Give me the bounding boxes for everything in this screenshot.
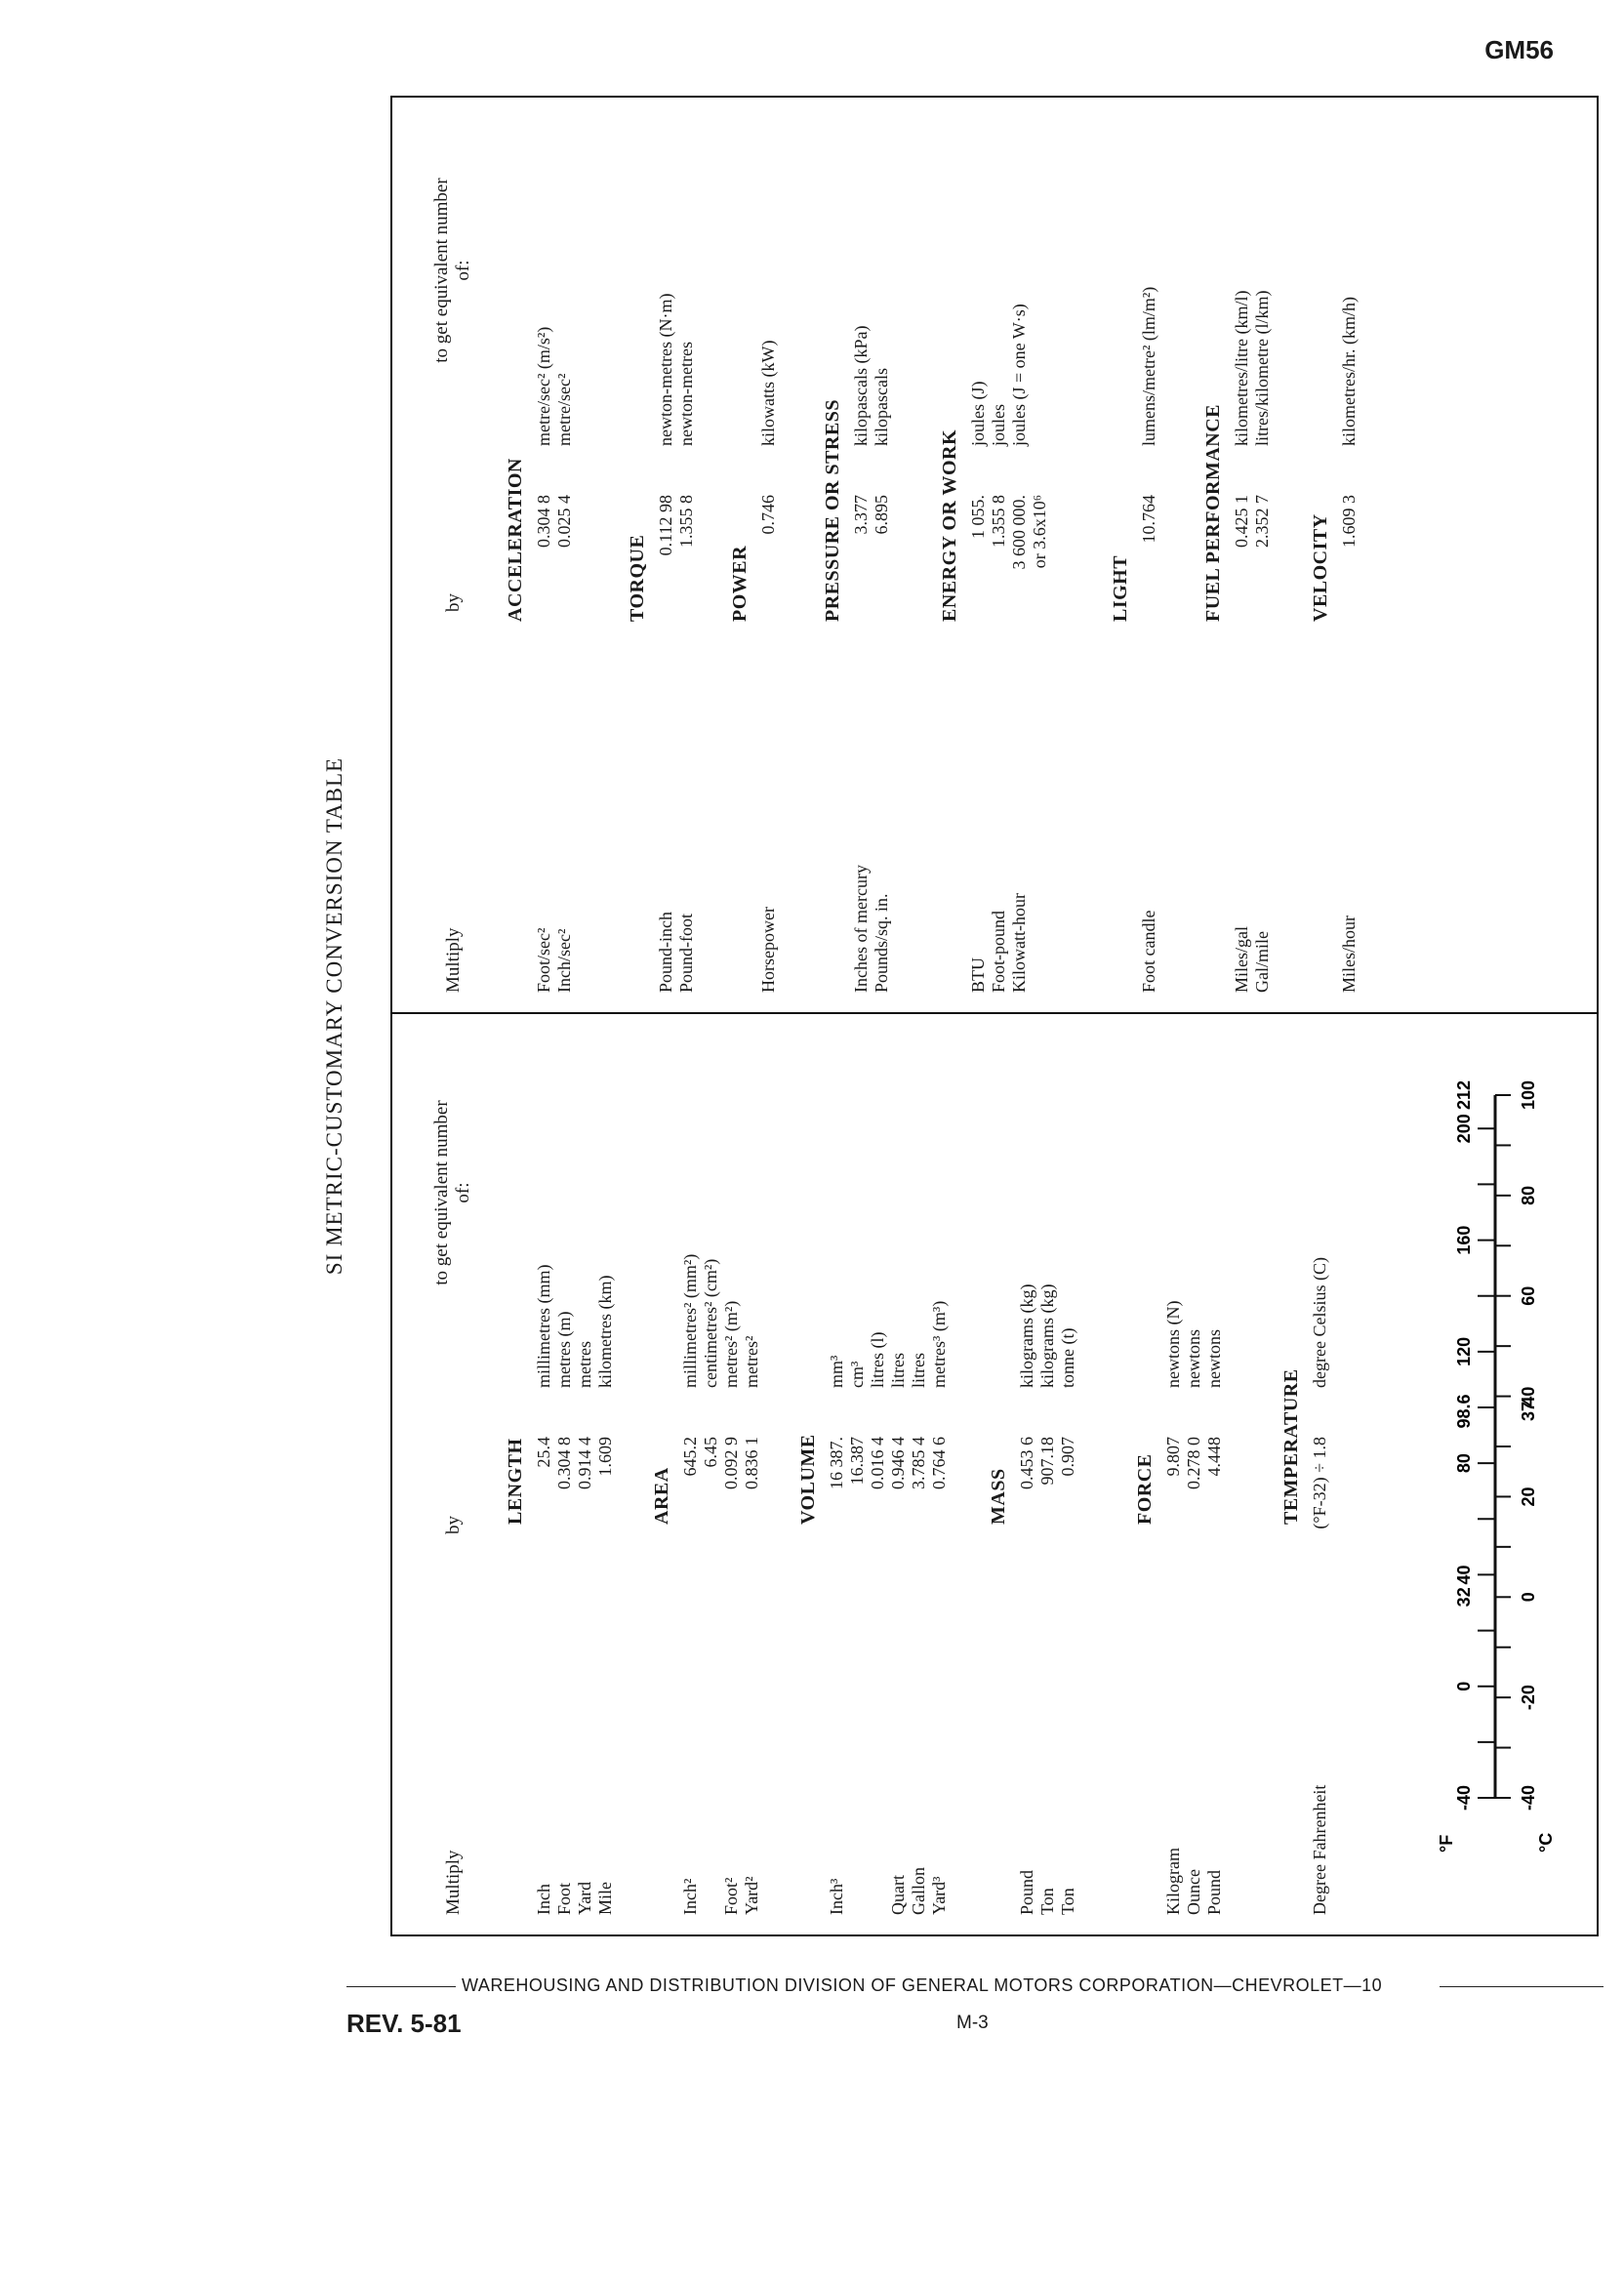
table-row [554, 1016, 575, 1934]
unit-from: Pound-inch [656, 912, 675, 993]
factor: 0.425 1 [1232, 495, 1251, 548]
table-row [676, 94, 697, 1012]
c-unit-label: °C [1536, 1832, 1556, 1852]
factor: 0.946 4 [888, 1437, 908, 1489]
right-half [392, 94, 1597, 1012]
unit-to: metre/sec² [554, 373, 574, 446]
factor: 3.785 4 [909, 1437, 928, 1489]
table-row [575, 1016, 595, 1934]
f-label: 32 [1454, 1587, 1474, 1608]
table-row [1232, 94, 1252, 1012]
unit-to: cm³ [847, 1361, 867, 1388]
unit-from: Inch³ [827, 1878, 846, 1915]
c-label: 80 [1519, 1185, 1538, 1205]
header-equivalent: to get equivalent number of: [431, 178, 473, 363]
f-unit-label: °F [1437, 1834, 1456, 1852]
table-row [1204, 1016, 1225, 1934]
unit-from: BTU [968, 957, 988, 993]
factor: 16 387. [827, 1437, 846, 1489]
table-row [1009, 94, 1030, 1012]
table-row [656, 94, 676, 1012]
header-equivalent: to get equivalent number of: [431, 1100, 473, 1285]
table-row [1030, 94, 1050, 1012]
unit-from: Inches of mercury [851, 865, 871, 993]
unit-to: litres (l) [868, 1331, 887, 1388]
unit-to: kilopascals (kPa) [851, 325, 871, 446]
unit-from: Kilowatt-hour [1009, 893, 1029, 993]
table-row [534, 1016, 554, 1934]
unit-to: kilograms (kg) [1017, 1283, 1036, 1388]
factor: 0.025 4 [554, 495, 574, 548]
table-row [1252, 94, 1273, 1012]
factor: 3.377 [851, 495, 871, 535]
table-row [1339, 94, 1360, 1012]
unit-to: metre/sec² (m/s²) [534, 326, 553, 446]
factor: 0.746 [758, 495, 778, 535]
section-title-acceleration: ACCELERATION [505, 458, 526, 622]
footer-text: WAREHOUSING AND DISTRIBUTION DIVISION OF GENERAL MOTORS CORPORATION—CHEVROLET—10 [462, 1975, 1383, 1995]
factor: 0.907 [1058, 1437, 1077, 1477]
unit-from: Gal/mile [1252, 931, 1272, 993]
section-title-length: LENGTH [505, 1438, 526, 1525]
factor: 0.914 4 [575, 1437, 594, 1489]
table-row [989, 94, 1009, 1012]
unit-from: Pounds/sq. in. [872, 893, 891, 993]
f-label: 120 [1454, 1336, 1474, 1366]
table-row [827, 1016, 847, 1934]
unit-from: Miles/hour [1339, 916, 1359, 993]
unit-to: tonne (t) [1058, 1327, 1077, 1388]
unit-to: kilograms (kg) [1037, 1283, 1057, 1388]
f-label: 212 [1454, 1079, 1474, 1111]
table-row [1058, 1016, 1078, 1934]
unit-to: newton-metres [676, 342, 696, 446]
unit-from: Foot² [721, 1877, 741, 1915]
conversion-table-frame [322, 96, 1599, 1936]
page-number: M-3 [956, 2013, 989, 2033]
factor: 0.836 1 [742, 1437, 761, 1489]
table-row [909, 1016, 929, 1934]
unit-to: kilopascals [872, 368, 891, 446]
unit-from: Miles/gal [1232, 926, 1251, 993]
factor: 1 055. [968, 495, 988, 539]
factor: 6.45 [701, 1437, 720, 1468]
factor: 6.895 [872, 495, 891, 535]
header-multiply: Multiply [443, 1850, 464, 1915]
rotated-table [322, 96, 1599, 1936]
column-divider [392, 1012, 1597, 1014]
factor: 9.807 [1163, 1437, 1183, 1477]
c-label: -40 [1519, 1784, 1538, 1812]
section-title-volume: VOLUME [797, 1434, 819, 1525]
unit-to: litres [888, 1353, 908, 1388]
f-label: -40 [1454, 1784, 1474, 1812]
c-label: -20 [1519, 1685, 1538, 1711]
temperature-scale [1388, 1066, 1583, 1866]
f-label: 0 [1454, 1681, 1474, 1691]
unit-from: Ton [1037, 1888, 1057, 1915]
unit-to: centimetres² (cm²) [701, 1258, 720, 1388]
revision-label: REV. 5-81 [346, 2009, 462, 2038]
c-label: 0 [1519, 1592, 1538, 1603]
table-row [1310, 1016, 1330, 1934]
section-title-force: FORCE [1134, 1453, 1156, 1525]
factor: 2.352 7 [1252, 495, 1272, 548]
section-title-torque: TORQUE [627, 534, 648, 622]
factor: 0.453 6 [1017, 1437, 1036, 1489]
table-row [872, 94, 892, 1012]
table-row [929, 1016, 950, 1934]
unit-from: Inch/sec² [554, 928, 574, 993]
table-row [758, 94, 779, 1012]
factor: 0.278 0 [1184, 1437, 1203, 1489]
unit-from: Foot/sec² [534, 927, 553, 993]
unit-from: Mile [595, 1882, 615, 1915]
section-title-energy: ENERGY OR WORK [939, 428, 960, 622]
factor: (°F-32) ÷ 1.8 [1310, 1437, 1329, 1529]
unit-from: Yard³ [929, 1876, 949, 1915]
factor: 1.355 8 [676, 495, 696, 548]
unit-to: metres [575, 1341, 594, 1388]
unit-from: Pound [1204, 1869, 1224, 1915]
unit-from: Horsepower [758, 907, 778, 993]
table-row [680, 1016, 701, 1934]
section-title-temperature: TEMPERATURE [1280, 1368, 1302, 1525]
header-by: by [443, 593, 464, 612]
unit-from: Inch² [680, 1878, 700, 1915]
unit-to: litres [909, 1353, 928, 1388]
table-row [1184, 1016, 1204, 1934]
factor: 0.112 98 [656, 495, 675, 556]
section-title-area: AREA [651, 1467, 672, 1525]
unit-to: metres² (m²) [721, 1300, 741, 1388]
unit-to: joules (J) [968, 381, 988, 446]
table-row [847, 1016, 868, 1934]
factor: 0.092 9 [721, 1437, 741, 1489]
c-label: 37 [1519, 1401, 1538, 1422]
table-row [595, 1016, 616, 1934]
table-row [888, 1016, 909, 1934]
factor: 907.18 [1037, 1437, 1057, 1486]
section-title-power: POWER [729, 545, 751, 622]
table-row [1017, 1016, 1037, 1934]
unit-to: metres (m) [554, 1311, 574, 1388]
unit-to: kilometres/hr. (km/h) [1339, 297, 1359, 446]
factor: 25.4 [534, 1437, 553, 1468]
table-row [1139, 94, 1159, 1012]
section-title-light: LIGHT [1110, 554, 1131, 622]
unit-from: Foot candle [1139, 910, 1158, 993]
factor: or 3.6x10⁶ [1030, 495, 1049, 569]
factor: 1.609 [595, 1437, 615, 1477]
table-row [554, 94, 575, 1012]
unit-from: Yard² [742, 1876, 761, 1915]
section-title-pressure: PRESSURE OR STRESS [822, 399, 843, 622]
conversion-table [390, 96, 1599, 1936]
unit-from: Kilogram [1163, 1848, 1183, 1915]
table-row [968, 94, 989, 1012]
f-label: 200 [1454, 1114, 1474, 1144]
unit-to: kilometres (km) [595, 1275, 615, 1388]
unit-to: kilometres/litre (km/l) [1232, 290, 1251, 446]
factor: 1.355 8 [989, 495, 1008, 548]
unit-to: metres² [742, 1335, 761, 1388]
unit-to: millimetres (mm) [534, 1264, 553, 1388]
f-label: 40 [1454, 1565, 1474, 1585]
table-row [1163, 1016, 1184, 1934]
section-title-fuel: FUEL PERFORMANCE [1202, 404, 1224, 622]
unit-from: Degree Fahrenheit [1310, 1784, 1329, 1915]
unit-to: joules (J = one W·s) [1009, 304, 1029, 446]
factor: 3 600 000. [1009, 495, 1029, 570]
unit-to: lumens/metre² (lm/m²) [1139, 286, 1158, 446]
unit-from: Pound-foot [676, 914, 696, 993]
table-row [701, 1016, 721, 1934]
header-by: by [443, 1516, 464, 1534]
section-title-velocity: VELOCITY [1310, 513, 1331, 622]
section-title-mass: MASS [988, 1468, 1009, 1525]
table-title: SI METRIC-CUSTOMARY CONVERSION TABLE [322, 756, 346, 1276]
unit-to: newtons [1204, 1329, 1224, 1388]
factor: 0.304 8 [554, 1437, 574, 1489]
unit-to: newtons (N) [1163, 1300, 1183, 1388]
unit-to: newton-metres (N·m) [656, 293, 675, 446]
c-label: 100 [1519, 1079, 1538, 1111]
unit-to: mm³ [827, 1355, 846, 1388]
c-label: 20 [1519, 1486, 1538, 1507]
table-row [534, 94, 554, 1012]
unit-to: newtons [1184, 1329, 1203, 1388]
f-label: 98.6 [1454, 1394, 1474, 1429]
factor: 0.304 8 [534, 495, 553, 548]
table-row [742, 1016, 762, 1934]
f-label: 80 [1454, 1453, 1474, 1474]
unit-to: degree Celsius (C) [1310, 1257, 1329, 1388]
unit-from: Pound [1017, 1869, 1036, 1915]
unit-from: Ton [1058, 1888, 1077, 1915]
c-label: 60 [1519, 1285, 1538, 1306]
factor: 0.764 6 [929, 1437, 949, 1489]
unit-to: joules [989, 404, 1008, 446]
unit-to: kilowatts (kW) [758, 340, 778, 446]
table-row [1037, 1016, 1058, 1934]
unit-from: Foot [554, 1882, 574, 1915]
unit-from: Foot-pound [989, 910, 1008, 993]
unit-from: Gallon [909, 1867, 928, 1915]
document-code: GM56 [1484, 35, 1554, 64]
factor: 0.016 4 [868, 1437, 887, 1489]
unit-from: Quart [888, 1875, 908, 1915]
factor: 1.609 3 [1339, 495, 1359, 548]
factor: 4.448 [1204, 1437, 1224, 1477]
factor: 645.2 [680, 1437, 700, 1477]
unit-from: Inch [534, 1884, 553, 1915]
table-row [721, 1016, 742, 1934]
table-row [851, 94, 872, 1012]
f-label: 160 [1454, 1225, 1474, 1255]
c-label: 40 [1519, 1386, 1538, 1406]
header-multiply: Multiply [443, 927, 464, 993]
factor: 16.387 [847, 1437, 867, 1486]
table-row [868, 1016, 888, 1934]
unit-from: Ounce [1184, 1869, 1203, 1915]
factor: 10.764 [1139, 495, 1158, 544]
unit-to: metres³ (m³) [929, 1300, 949, 1388]
unit-from: Yard [575, 1881, 594, 1915]
unit-to: millimetres² (mm²) [680, 1253, 700, 1388]
unit-to: litres/kilometre (l/km) [1252, 290, 1272, 446]
